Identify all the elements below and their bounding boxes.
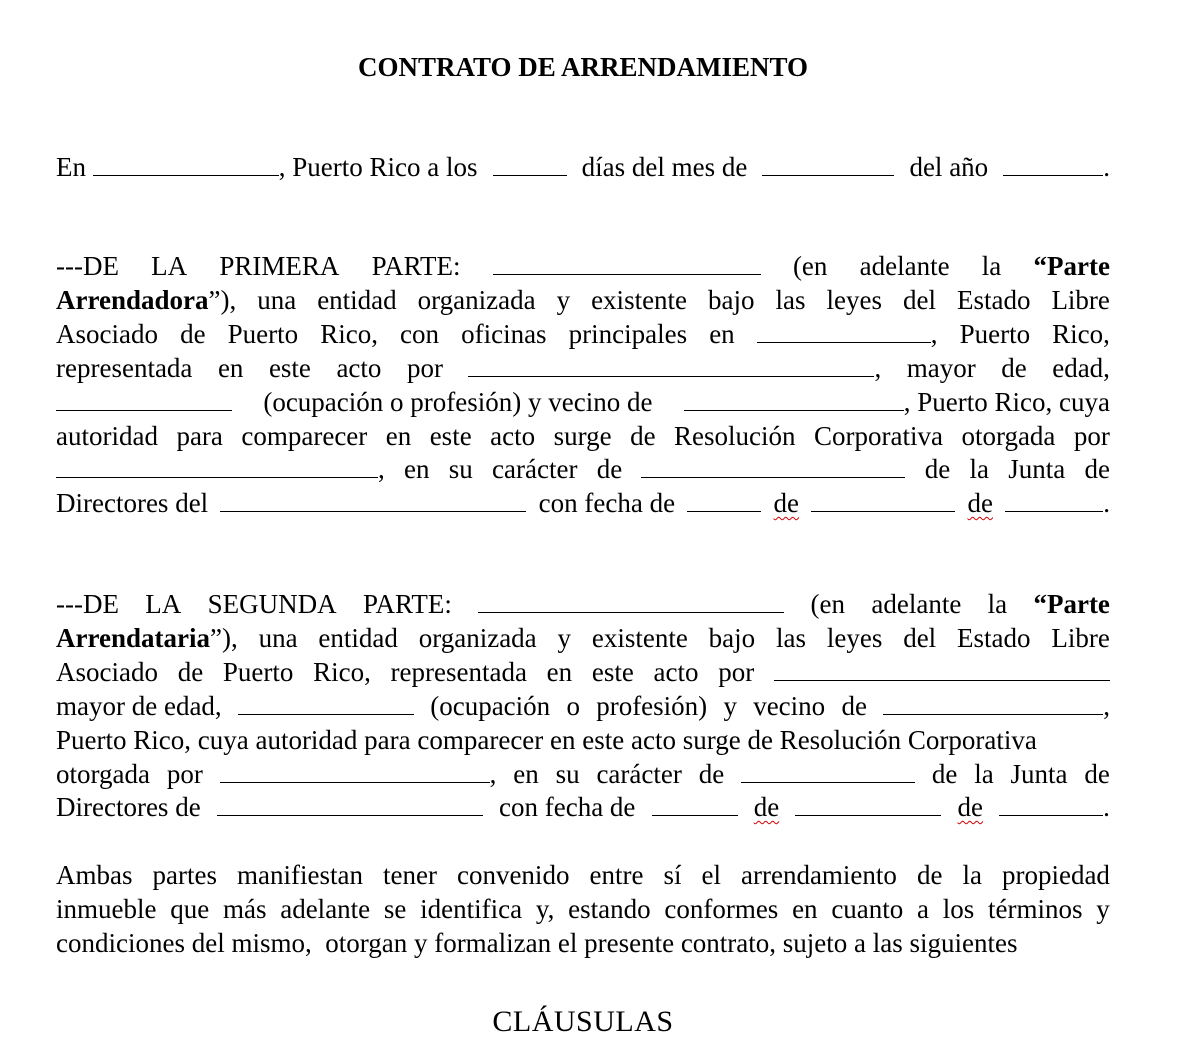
text: adelante [859,251,950,281]
text: entre [589,860,644,890]
text: su [555,759,580,789]
text: en [546,657,573,687]
text: y [723,691,737,721]
blank-fecha-dia[interactable] [687,487,761,512]
text: , Puerto Rico, cuya [903,387,1110,417]
text: tener [382,860,437,890]
text: de [1001,353,1027,383]
text: este [591,657,634,687]
blank-arrendadora-name[interactable] [493,250,761,275]
text: con fecha de [538,488,676,518]
blank-representante-2[interactable] [774,656,1110,681]
text: (ocupación [430,691,551,721]
text: mayor [906,353,976,383]
blank-fecha-ano[interactable] [1005,487,1103,512]
text: comparecer [241,421,368,451]
text: Parte [1046,251,1110,281]
text: carácter [492,454,578,484]
text: autoridad [56,421,158,451]
text: con fecha de [499,792,636,822]
text: organizada [418,623,537,653]
text: . [1103,792,1110,822]
text: sí [663,860,682,890]
text: en [217,353,244,383]
blank-fecha-ano-2[interactable] [999,791,1103,816]
blank-fecha-mes[interactable] [811,487,955,512]
text: Rico, [320,319,378,349]
text: mayor de edad, [56,691,222,721]
intro-line [56,150,1110,184]
text: de [841,691,867,721]
text: del [903,623,937,653]
text: por [406,353,443,383]
text: en [792,894,818,924]
text: leyes [826,285,882,315]
text: convenido [456,860,570,890]
text: Puerto [222,657,294,687]
text: existente [591,285,688,315]
text: existente [591,623,688,653]
text: inmueble [56,894,157,924]
text: de [931,759,958,789]
text: edad, [1052,353,1110,383]
text: acto [336,353,382,383]
text: otorgada [961,421,1056,451]
text: de [630,421,656,451]
text: del [902,285,936,315]
paragraph-line [56,689,1110,723]
paragraph-line [56,587,1110,621]
text: identifica [420,894,523,924]
text: representada [56,353,193,383]
text: este [429,421,472,451]
text: Parte [1046,589,1110,619]
text: en [513,759,539,789]
text: , [378,454,385,484]
blank-directores[interactable] [220,487,526,512]
paragraph-line [56,926,1110,960]
text: Directores del [56,488,209,518]
text: cuanto [831,894,904,924]
text: por [1073,421,1110,451]
text: Estado [956,285,1031,315]
text: PRIMERA [219,251,340,281]
text: Corporativa [814,421,943,451]
blank-month[interactable] [762,151,894,176]
text: leyes [826,623,883,653]
blank-ocupacion[interactable] [56,386,232,411]
paragraph-line [56,351,1110,385]
text: para [176,421,223,451]
text: . [1103,152,1110,182]
text: Junta [1010,759,1068,789]
paragraph-line [56,790,1110,824]
text: una [258,623,298,653]
text: organizada [417,285,536,315]
text: la [987,589,1008,619]
text: de [916,860,943,890]
text: que [170,894,210,924]
text: por [718,657,755,687]
text: de [967,488,993,518]
text: condiciones del mismo, otorgan y formalizan el presente contrato, sujeto a las siguientes [56,928,1018,958]
text: la [969,454,989,484]
text: adelante [871,589,962,619]
text: el [701,860,721,890]
text: o [566,691,580,721]
text: Puerto Rico, cuya autoridad para comparecer en este acto surge de Resolución Corporativa [56,725,1037,755]
text: de [596,454,623,484]
text: , Puerto Rico a los [278,152,478,182]
text: de [698,759,725,789]
text: adelante [280,894,371,924]
text: principales [568,319,688,349]
text: de [1084,454,1110,484]
blank-resolucion-2[interactable] [220,758,490,783]
text: de [180,319,206,349]
text: PARTE: [362,589,452,619]
text: Arrendadora [56,285,209,315]
text: estando [568,894,651,924]
paragraph-line [56,655,1110,689]
text: bajo [708,623,756,653]
text: En [56,152,86,182]
text: Ambas [56,860,133,890]
text: surge [553,421,612,451]
text: arrendamiento [741,860,897,890]
paragraph-line [56,419,1110,453]
blank-caracter-2[interactable] [741,758,915,783]
text: ”), [209,623,238,653]
text: acto [653,657,699,687]
text: más [222,894,267,924]
text: entidad [317,285,397,315]
paragraph-line [56,858,1110,892]
paragraph-line [56,486,1110,520]
text: Estado [957,623,1031,653]
text: de [1084,759,1110,789]
text: representada [390,657,527,687]
paragraph-line [56,385,1110,419]
text: entidad [318,623,398,653]
text: , [874,353,882,383]
blank-directores-2[interactable] [217,791,483,816]
text: por [166,759,203,789]
text: ”), [208,285,237,315]
paragraph-line [56,249,1110,283]
blank-day[interactable] [493,151,567,176]
text: de [753,792,780,822]
text: y [557,623,572,653]
text: Puerto [227,319,299,349]
text: otorgada [56,759,150,789]
text: Directores de [56,792,201,822]
text: Arrendataria [56,623,210,653]
text: acto [490,421,536,451]
text: en [385,421,412,451]
text: la [962,860,982,890]
blank-year[interactable] [1003,151,1103,176]
blank-resolucion[interactable] [56,453,378,478]
clausulas-heading: CLÁUSULAS [492,1005,674,1038]
text: propiedad [1001,860,1110,890]
text: términos [988,894,1083,924]
document-title: CONTRATO DE ARRENDAMIENTO [357,52,809,82]
text: “ [1033,251,1047,281]
text: las [775,285,806,315]
text: Resolución [674,421,796,451]
text: LA [151,251,188,281]
text: Asociado [56,319,158,349]
text: , [1103,691,1110,721]
text: a [917,894,930,924]
text: vecino [753,691,826,721]
text: (ocupación o profesión) y vecino de [263,387,653,417]
text: Libre [1051,623,1110,653]
paragraph-line [56,452,1110,486]
text: , [930,319,938,349]
text: profesión) [596,691,708,721]
text: ---DE [56,589,119,619]
text: Rico, [313,657,371,687]
text: su [448,454,473,484]
text: se [383,894,407,924]
text: y, [535,894,555,924]
paragraph-line [56,723,1110,757]
text: del año [909,152,989,182]
text: los [942,894,975,924]
paragraph-line [56,283,1110,317]
text: PARTE: [371,251,461,281]
text: carácter [596,759,682,789]
text: la [974,759,994,789]
blank-fecha-dia-2[interactable] [652,791,738,816]
text: las [776,623,807,653]
paragraph-line [56,757,1110,791]
text: LA [145,589,182,619]
text: de [924,454,951,484]
text: en [404,454,430,484]
text: una [257,285,297,315]
blank-vecino-2[interactable] [883,690,1103,715]
blank-oficinas[interactable] [757,318,931,343]
text: este [268,353,311,383]
text: bajo [708,285,755,315]
text: SEGUNDA [207,589,337,619]
text: manifiestan [237,860,363,890]
text: la [981,251,1002,281]
text: y [556,285,571,315]
blank-vecino[interactable] [684,386,904,411]
text: ---DE [56,251,119,281]
text: en [709,319,735,349]
text: de [177,657,204,687]
text: “ [1033,589,1047,619]
blank-caracter[interactable] [641,453,905,478]
text: y [1096,894,1110,924]
paragraph-line [56,621,1110,655]
blank-city[interactable] [93,151,279,176]
text: días del mes de [581,152,748,182]
text: con [400,319,440,349]
text: Junta [1008,454,1066,484]
text: Puerto [959,319,1031,349]
text: Libre [1051,285,1110,315]
blank-ocupacion-2[interactable] [238,690,414,715]
text: (en [810,589,846,619]
text: Asociado [56,657,158,687]
paragraph-line [56,317,1110,351]
text: (en [792,251,828,281]
text: conformes [664,894,779,924]
blank-fecha-mes-2[interactable] [795,791,941,816]
text: de [773,488,800,518]
blank-representante[interactable] [468,352,874,377]
paragraph-line [56,892,1110,926]
text: , [489,759,497,789]
text: . [1103,488,1110,518]
text: Rico, [1052,319,1110,349]
text: partes [152,860,217,890]
text: oficinas [461,319,547,349]
blank-arrendataria-name[interactable] [478,588,784,613]
text: de [957,792,984,822]
